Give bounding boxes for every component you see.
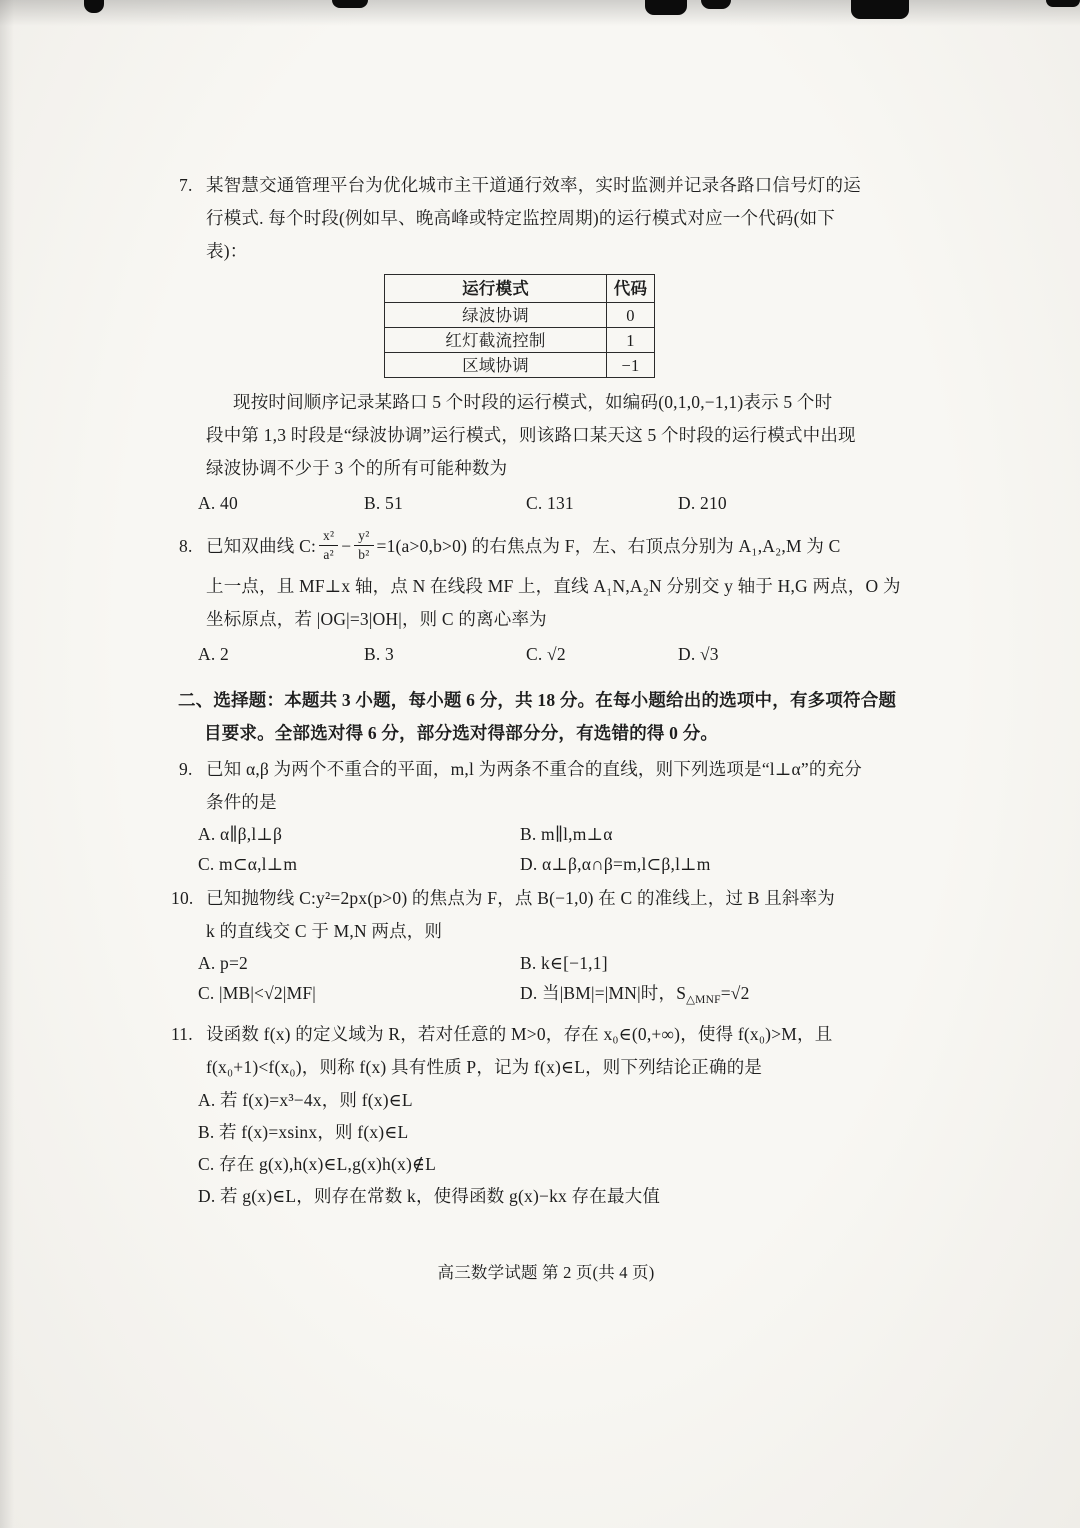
- table-row: [385, 353, 655, 378]
- question-10-line: 已知抛物线 C:y²=2px(p>0) 的焦点为 F，点 B(−1,0) 在 C 的准线上，过 B 且斜率为: [206, 888, 835, 908]
- option-a: A. p=2: [198, 953, 248, 973]
- question-10: [171, 882, 914, 1015]
- option-d-subscript: △MNF: [686, 994, 721, 1006]
- question-7-line: 现按时间顺序记录某路口 5 个时段的运行模式，如编码(0,1,0,−1,1)表示 5 个时: [233, 392, 833, 412]
- question-9-line: 条件的是: [206, 792, 277, 812]
- question-9-line: 已知 α,β 为两个不重合的平面，m,l 为两条不重合的直线，则下列选项是“l⊥α”的充分: [206, 759, 862, 779]
- option-d-prefix: D. 当|BM|=|MN|时，S: [520, 983, 687, 1003]
- question-10-line: k 的直线交 C 于 M,N 两点，则: [206, 921, 443, 941]
- formula-suffix: =1(a>0,b>0) 的右焦点为 F，左、右顶点分别为 A₁,A₂,M 为 C: [376, 535, 841, 556]
- section-2-heading: [178, 684, 914, 750]
- option-b: B. 51: [364, 493, 403, 513]
- page-content: [171, 166, 914, 1289]
- question-7-line: 行模式. 每个时段(例如早、晚高峰或特定监控周期)的运行模式对应一个代码(如下: [206, 208, 836, 228]
- scan-artifact: [701, 0, 731, 9]
- question-8-line: 上一点，且 MF⊥x 轴，点 N 在线段 MF 上，直线 A₁N,A₂N 分别交 y 轴于 H,G 两点，O 为: [206, 576, 901, 596]
- option-d: D. α⊥β,α∩β=m,l⊂β,l⊥m: [520, 854, 711, 874]
- question-11-option-d-row: [198, 1180, 914, 1212]
- option-b: B. 若 f(x)=xsinx，则 f(x)∈L: [198, 1122, 409, 1142]
- minus-sign: −: [341, 535, 352, 556]
- question-7-paragraph: [206, 386, 914, 485]
- question-10-options-row-1: [198, 948, 914, 978]
- table-cell-mode: 红灯截流控制: [385, 328, 607, 353]
- table-cell-code: 0: [607, 303, 655, 328]
- question-9: [178, 753, 914, 879]
- section-2-line: 目要求。全部选对得 6 分，部分选对得部分分，有选错的得 0 分。: [204, 723, 719, 743]
- option-a: A. 若 f(x)=x³−4x，则 f(x)∈L: [198, 1090, 413, 1110]
- option-b: B. k∈[−1,1]: [520, 953, 608, 973]
- table-cell-code: −1: [607, 353, 655, 378]
- option-d: [520, 978, 914, 1015]
- question-7-line: 段中第 1,3 时段是“绿波协调”运行模式，则该路口某天这 5 个时段的运行模式中出现: [206, 425, 856, 445]
- question-9-options-row-1: [198, 819, 914, 849]
- scan-artifact: [84, 0, 104, 13]
- scan-artifact: [851, 0, 909, 19]
- question-11-option-b-row: [198, 1116, 914, 1148]
- option-d: D. √3: [678, 644, 719, 664]
- question-8-line: [206, 522, 914, 570]
- question-10-number: 10.: [171, 888, 194, 908]
- question-9-number: 9.: [179, 759, 193, 779]
- option-c: C. |MB|<√2|MF|: [198, 983, 316, 1003]
- table-row: [385, 328, 655, 353]
- signal-mode-table: [384, 274, 655, 378]
- question-8: [178, 522, 914, 670]
- question-10-options-row-2: [198, 978, 914, 1015]
- question-11-option-c-row: [198, 1148, 914, 1180]
- question-11-option-a-row: [198, 1084, 914, 1116]
- question-7-number: 7.: [179, 175, 193, 195]
- table-header-mode: 运行模式: [385, 275, 607, 303]
- option-d: D. 210: [678, 493, 727, 513]
- option-b: B. 3: [364, 644, 394, 664]
- table-cell-mode: 绿波协调: [385, 303, 607, 328]
- question-7-line: 某智慧交通管理平台为优化城市主干道通行效率，实时监测并记录各路口信号灯的运: [206, 175, 861, 195]
- option-a: A. 40: [198, 493, 238, 513]
- signal-mode-table-wrap: [384, 274, 914, 378]
- option-d: D. 若 g(x)∈L，则存在常数 k，使得函数 g(x)−kx 存在最大值: [198, 1186, 661, 1206]
- question-8-options: [198, 638, 914, 670]
- question-11-line: 设函数 f(x) 的定义域为 R，若对任意的 M>0，存在 x₀∈(0,+∞)，使得 f(x₀)>M，且: [206, 1024, 833, 1044]
- option-a: A. 2: [198, 644, 229, 664]
- table-cell-code: 1: [607, 328, 655, 353]
- fraction-y2-b2: $\frac{\text{y²}}{\text{b²}}$: [354, 528, 373, 562]
- scan-artifact: [1046, 0, 1080, 7]
- table-row: [385, 303, 655, 328]
- question-11-number: 11.: [171, 1024, 193, 1044]
- question-7-options: [198, 487, 914, 519]
- option-c: C. m⊂α,l⊥m: [198, 854, 298, 874]
- question-8-number: 8.: [179, 536, 193, 556]
- option-c: C. √2: [526, 644, 566, 664]
- option-d-suffix: =√2: [720, 983, 750, 1003]
- option-c: C. 存在 g(x),h(x)∈L,g(x)h(x)∉L: [198, 1154, 437, 1174]
- scan-artifact: [332, 0, 368, 8]
- formula-prefix: 已知双曲线 C:: [206, 535, 317, 556]
- table-header-row: [385, 275, 655, 303]
- question-9-options-row-2: [198, 849, 914, 879]
- question-7: [178, 169, 914, 519]
- option-b: B. m∥l,m⊥α: [520, 824, 613, 844]
- table-cell-mode: 区域协调: [385, 353, 607, 378]
- section-2-line: 二、选择题：本题共 3 小题，每小题 6 分，共 18 分。在每小题给出的选项中，有多项符合题: [178, 690, 897, 710]
- table-header-code: 代码: [607, 275, 655, 303]
- fraction-x2-a2: $\frac{\text{x²}}{\text{a²}}$: [319, 528, 338, 562]
- question-8-line: 坐标原点，若 |OG|=3|OH|，则 C 的离心率为: [206, 609, 547, 629]
- option-c: C. 131: [526, 493, 574, 513]
- question-7-line: 表)：: [206, 241, 248, 261]
- question-11-line: f(x₀+1)<f(x₀)，则称 f(x) 具有性质 P，记为 f(x)∈L，则下列结论正确的是: [206, 1057, 763, 1077]
- page-footer: 高三数学试题 第 2 页(共 4 页): [437, 1263, 655, 1282]
- scan-artifact: [645, 0, 687, 15]
- question-11: [171, 1018, 914, 1212]
- option-a: A. α∥β,l⊥β: [198, 824, 283, 844]
- question-7-line: 绿波协调不少于 3 个的所有可能种数为: [206, 458, 508, 478]
